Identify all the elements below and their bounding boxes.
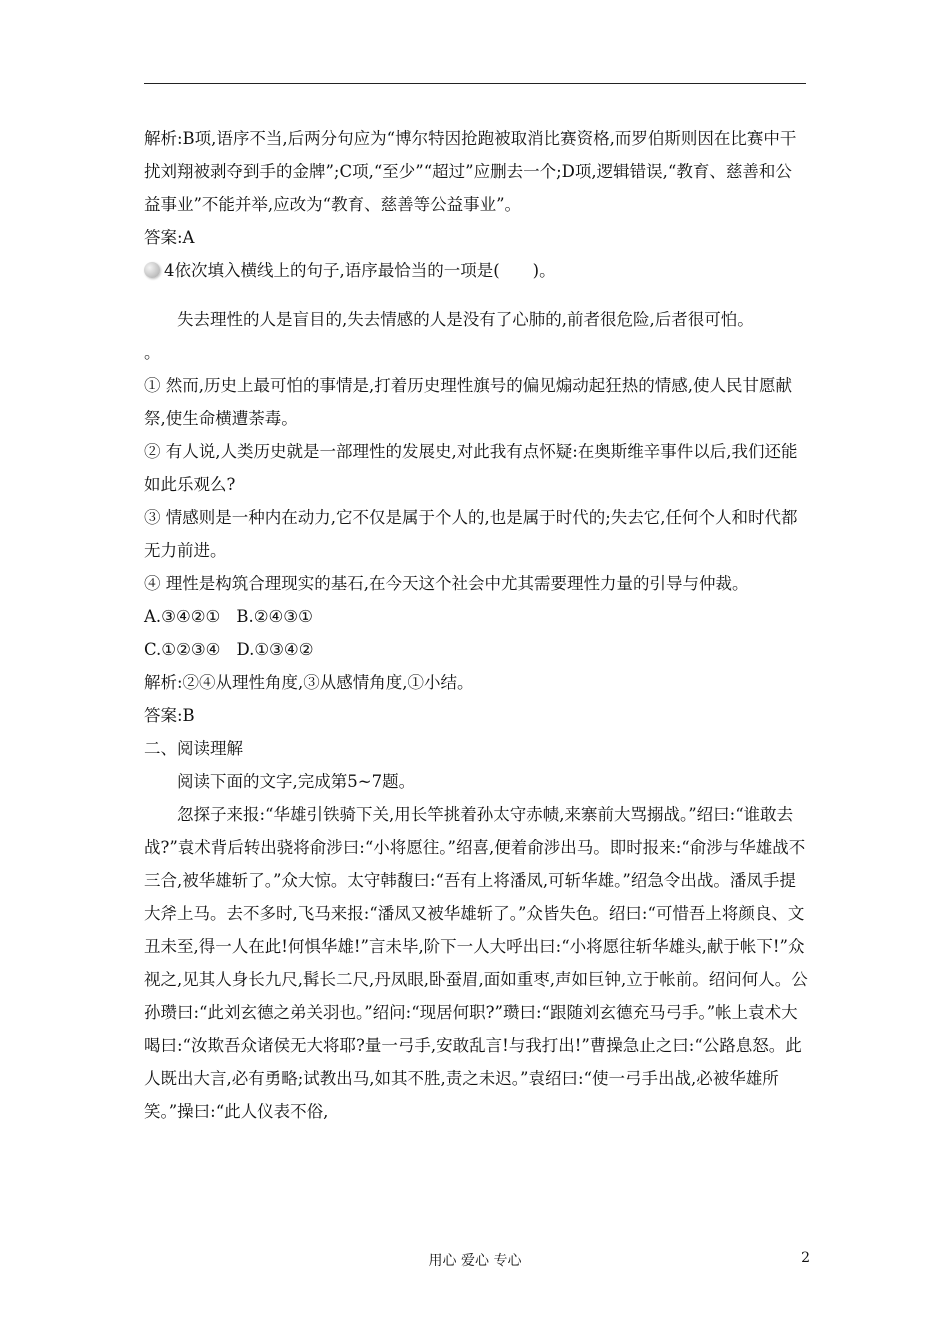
option-d: D.①③④② — [236, 640, 314, 659]
option-c: C.①②③④ — [144, 640, 221, 659]
answer-line: 答案:A — [144, 228, 195, 247]
options-row-ab — [144, 600, 808, 633]
question-4-passage: 失去理性的人是盲目的,失去情感的人是没有了心肺的,前者很危险,后者很可怕。 — [177, 310, 754, 329]
answer-line-2: 答案:B — [144, 706, 195, 725]
analysis-paragraph: 解析:B项,语序不当,后两分句应为“博尔特因抢跑被取消比赛资格,而罗伯斯则因在比赛中干扰刘翔被剥夺到手的金牌”;C项,“至少”“超过”应删去一个;D项,逻辑错误,“教育、慈善和公益事业”不能并举,应改为“教育、慈善等公益事业”。 — [144, 129, 797, 214]
sentence-item-1: ① 然而,历史上最可怕的事情是,打着历史理性旗号的偏见煽动起狂热的情感,使人民甘愿献祭,使生命横遭荼毒。 — [144, 376, 792, 428]
reading-passage: 忽探子来报:“华雄引铁骑下关,用长竿挑着孙太守赤帻,来寨前大骂搦战。”绍曰:“谁敢去战?”袁术背后转出骁将俞涉曰:“小将愿往。”绍喜,便着俞涉出马。即时报来:“俞涉与华雄战不三合,被华雄斩了。”众大惊。太守韩馥曰:“吾有上将潘凤,可斩华雄。”绍急令出战。潘凤手提大斧上马。去不多时,飞马来报:“潘凤又被华雄斩了。”众皆失色。绍曰:“可惜吾上将颜良、文丑未至,得一人在此!何惧华雄!”言未毕,阶下一人大呼出曰:“小将愿往斩华雄头,献于帐下!”众视之,见其人身长九尺,髯长二尺,丹凤眼,卧蚕眉,面如重枣,声如巨钟,立于帐前。绍问何人。公孙瓒曰:“此刘玄德之弟关羽也。”绍问:“现居何职?”瓒曰:“跟随刘玄德充马弓手。”帐上袁术大喝曰:“汝欺吾众诸侯无大将耶?量一弓手,安敢乱言!与我打出!”曹操急止之曰:“公路息怒。此人既出大言,必有勇略;试教出马,如其不胜,责之未迟。”袁绍曰:“使一弓手出战,必被华雄所笑。”操曰:“此人仪表不俗, — [144, 805, 808, 1121]
question-4-blank: 。 — [144, 343, 161, 362]
question-4 — [144, 254, 808, 287]
bullet-circle-icon — [144, 262, 160, 278]
sentence-item-3: ③ 情感则是一种内在动力,它不仅是属于个人的,也是属于时代的;失去它,任何个人和时代都无力前进。 — [144, 508, 798, 560]
options-row-cd — [144, 633, 808, 666]
option-b: B.②④③① — [236, 607, 313, 626]
option-a: A.③④②① — [144, 607, 221, 626]
sentence-item-4: ④ 理性是构筑合理现实的基石,在今天这个社会中尤其需要理性力量的引导与仲裁。 — [144, 574, 749, 593]
reading-intro: 阅读下面的文字,完成第5~7题。 — [177, 772, 416, 791]
sentence-item-2: ② 有人说,人类历史就是一部理性的发展史,对此我有点怀疑:在奥斯维辛事件以后,我们还能如此乐观么? — [144, 442, 798, 494]
question-4-text: 4依次填入横线上的句子,语序最恰当的一项是( )。 — [164, 261, 556, 280]
analysis-paragraph-2: 解析:②④从理性角度,③从感情角度,①小结。 — [144, 673, 474, 692]
header-rule — [144, 83, 806, 84]
page-content — [144, 122, 808, 1128]
footer-motto: 用心 爱心 专心 — [428, 1253, 522, 1269]
page-number: 2 — [801, 1250, 810, 1266]
section-heading: 二、阅读理解 — [144, 739, 243, 758]
